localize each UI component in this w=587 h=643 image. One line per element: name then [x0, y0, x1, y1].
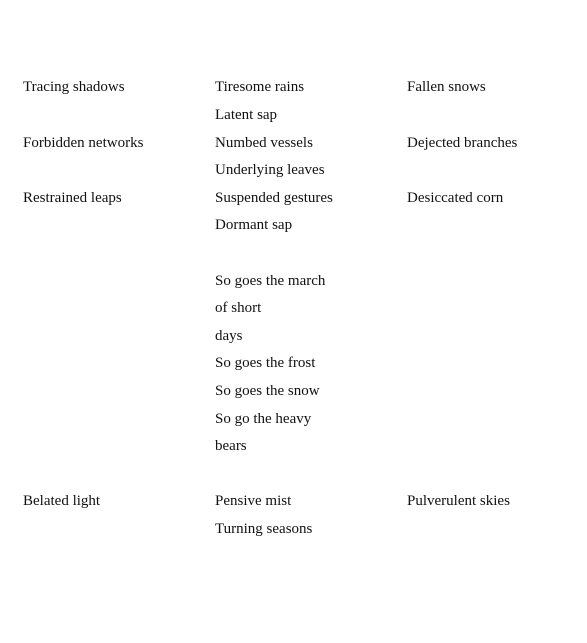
- stanza1-middle-line-3: Numbed vessels: [215, 135, 313, 151]
- stanza1-right-line-1: Fallen snows: [407, 79, 486, 95]
- stanza2-line-3: days: [215, 328, 243, 344]
- stanza2-line-5: So goes the snow: [215, 383, 320, 399]
- stanza2-line-6: So go the heavy: [215, 411, 312, 427]
- stanza2-line-1: So goes the march: [215, 273, 326, 289]
- stanza1-middle-line-5: Suspended gestures: [215, 190, 333, 206]
- stanza1-middle-line-4: Underlying leaves: [215, 162, 325, 178]
- stanza3-middle-line-2: Turning seasons: [215, 521, 313, 537]
- stanza1-left-line-1: Tracing shadows: [23, 79, 125, 95]
- stanza1-left-line-3: Restrained leaps: [23, 190, 122, 206]
- stanza3-left-line-1: Belated light: [23, 493, 101, 509]
- stanza1-middle-line-2: Latent sap: [215, 107, 278, 123]
- stanza1-middle-line-1: Tiresome rains: [215, 79, 305, 95]
- stanza2-line-2: of short: [215, 300, 262, 316]
- stanza3-middle-line-1: Pensive mist: [215, 493, 292, 509]
- stanza3-right-line-1: Pulverulent skies: [407, 493, 510, 509]
- stanza1-right-line-2: Dejected branches: [407, 135, 518, 151]
- stanza2-line-4: So goes the frost: [215, 355, 316, 371]
- stanza2-line-7: bears: [215, 438, 247, 454]
- stanza1-middle-line-6: Dormant sap: [215, 217, 293, 233]
- stanza1-right-line-3: Desiccated corn: [407, 190, 504, 206]
- stanza1-left-line-2: Forbidden networks: [23, 135, 144, 151]
